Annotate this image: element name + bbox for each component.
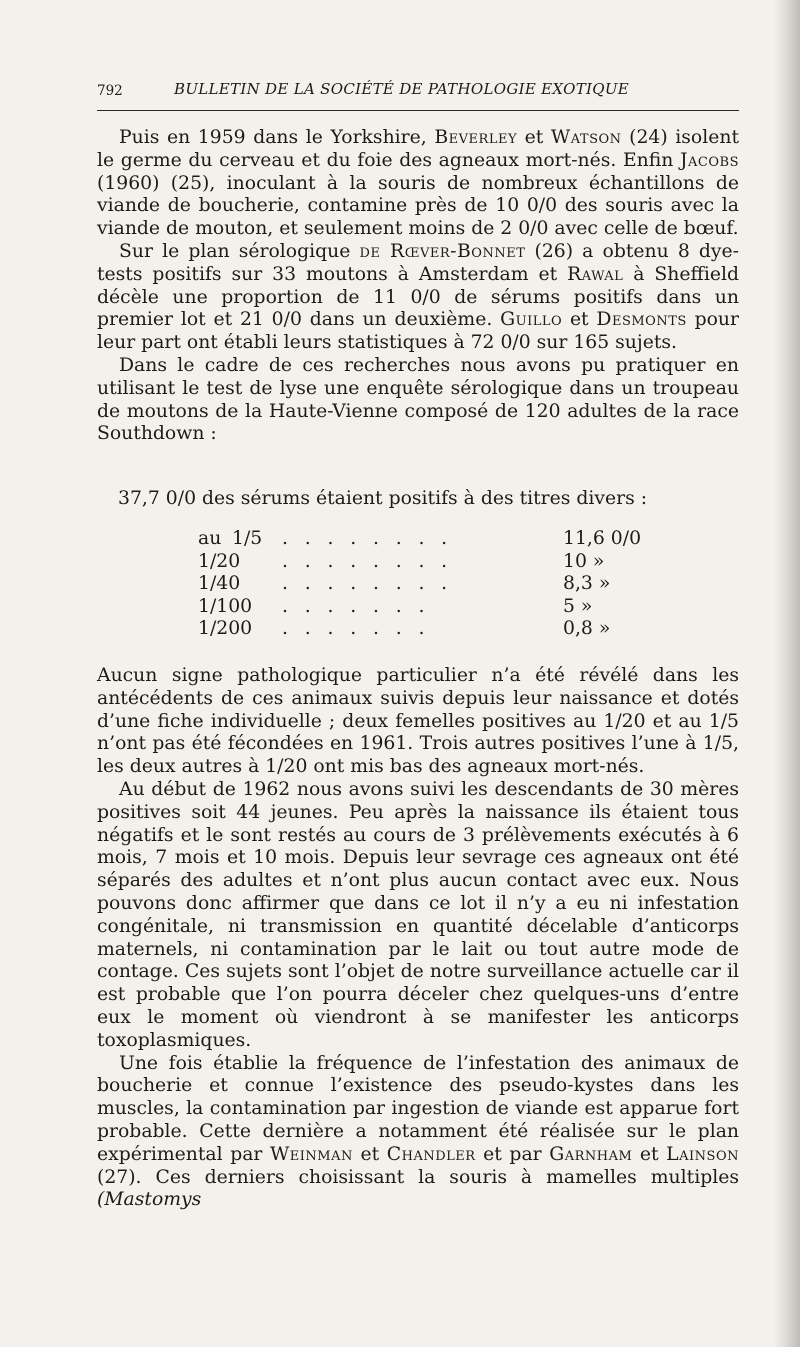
author-name: Beverley [434, 127, 518, 148]
page-edge-shadow [774, 0, 800, 1347]
author-name: Guillo [500, 309, 563, 331]
titer-ratio: 1/200 [198, 618, 253, 640]
titer-row: 1/40 . . . . . . . . 8,3 » [198, 573, 611, 595]
author-name: Garnham [549, 1143, 633, 1165]
paragraph-5: Au début de 1962 nous avons suivi les descendants de 30 mères positives soit 44 jeunes. Peu après la naissance ils étaient tous négatifs et le sont restés au cours de 3 prélèvements exécutés à 6 mois, 7 mois et 10 mois. Depuis leur sevrage ces agneaux ont été séparés des adultes et n’ont plus aucun contact avec eux. Nous pouvons donc affirmer que dans ce lot il n’y a eu ni infestation congénitale, ni transmission en quantité décelable d’anticorps maternels, ni contamination par le lait ou tout autre mode de contage. Ces sujets sont l’objet de notre surveillance actuelle car il est probable que l’on pourra déceler chez quelques-uns d’entre eux le moment où viendront à se manifester les anticorps toxoplasmiques. [97, 778, 739, 1051]
author-name: Lainson [666, 1143, 739, 1165]
titer-ratio: 1/20 [198, 550, 241, 572]
paragraph-4: Aucun signe pathologique particulier n’a été révélé dans les antécédents de ces animaux suivis depuis leur naissance et dotés d’une fiche individuelle ; deux femelles positives au 1/20 et au 1/5 n’ont pas été fécondées en 1961. Trois autres positives l’une à 1/5, les deux autres à 1/20 ont mis bas des agneaux mort-nés. [97, 665, 739, 778]
titer-row: 1/200 . . . . . . . 0,8 » [198, 618, 611, 640]
author-name: Jacobs [680, 149, 739, 171]
journal-title: BULLETIN DE LA SOCIÉTÉ DE PATHOLOGIE EXOTIQUE [174, 80, 630, 98]
titer-ratio: 1/5 [232, 528, 263, 549]
paragraph-1: Puis en 1959 dans le Yorkshire, Beverley et Watson (24) isolent le germe du cerveau et du foie des agneaux mort-nés. Enfin Jacobs (1960) (25), inoculant à la souris de nombreux échantillons de viande de boucherie, contamine près de 10 0/0 des souris avec la viande de mouton, et seulement moins de 2 0/0 avec celle de bœuf. [97, 127, 740, 240]
titer-row: 1/20 . . . . . . . . 10 » [198, 550, 605, 572]
author-name: Desmonts [596, 309, 687, 331]
results-intro: 37,7 0/0 des sérums étaient positifs à des titres divers : [118, 488, 648, 509]
author-name: Rawal [567, 263, 624, 285]
titer-ratio: 1/100 [198, 595, 253, 617]
page-number: 792 [97, 83, 123, 99]
species-name: (Mastomys [97, 1189, 202, 1211]
author-name: de Rœver-Bonnet [359, 240, 526, 262]
titer-row: 1/100 . . . . . . . 5 » [198, 595, 593, 617]
titer-percent: 10 » [563, 550, 605, 572]
titer-percent: 0,8 » [563, 618, 611, 640]
header-rule [97, 110, 739, 111]
titer-percent: 8,3 » [563, 573, 611, 595]
running-header [97, 80, 739, 106]
author-name: Chandler [386, 1143, 476, 1165]
body-block-bottom [97, 665, 739, 1212]
paragraph-2: Sur le plan sérologique de Rœver-Bonnet (26) a obtenu 8 dye-tests positifs sur 33 moutons à Amsterdam et Rawal à Sheffield décèle une proportion de 11 0/0 de sérums positifs dans un premier lot et 21 0/0 dans un deuxième. Guillo et Desmonts pour leur part ont établi leurs statistiques à 72 0/0 sur 165 sujets. [97, 240, 740, 354]
titer-table [198, 528, 642, 641]
author-name: Weinman [270, 1143, 353, 1165]
author-name: Watson [550, 127, 622, 148]
paragraph-6: Une fois établie la fréquence de l’infestation des animaux de boucherie et connue l’existence des pseudo-kystes dans les muscles, la contamination par ingestion de viande est apparue fort probable. Cette dernière a notamment été réalisée sur le plan expérimental par Weinman et Chandler et par Garnham et Lainson (27). Ces derniers choisissant la souris à mamelles multiples (Mastomys [97, 1052, 739, 1211]
body-block-top [97, 127, 739, 446]
titer-ratio: 1/40 [198, 573, 241, 595]
titer-percent: 5 » [563, 595, 593, 617]
titer-percent: 11,6 0/0 [563, 528, 642, 549]
paragraph-3: Dans le cadre de ces recherches nous avons pu pratiquer en utilisant le test de lyse une enquête sérologique dans un troupeau de moutons de la Haute-Vienne composé de 120 adultes de la race Southdown : [97, 354, 739, 445]
titer-row: au 1/5 . . . . . . . . 11,6 0/0 [198, 528, 642, 549]
